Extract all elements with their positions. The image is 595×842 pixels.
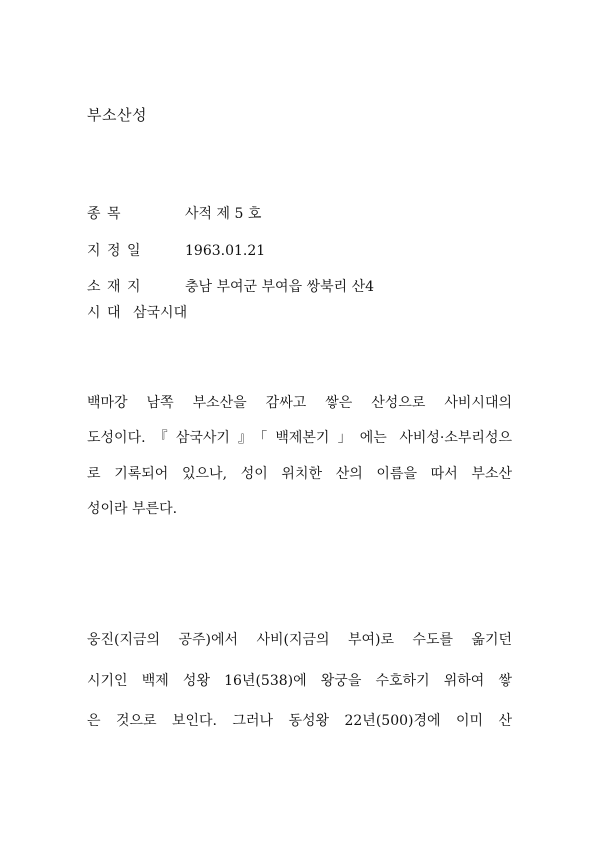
info-label: 지 정 일	[87, 243, 142, 259]
info-label: 소 재 지	[87, 279, 142, 295]
paragraph-line: 도성이다.『삼국사기』「백제본기」에는 사비성·소부리성으	[87, 430, 512, 446]
info-value: 충남 부여군 부여읍 쌍북리 산4	[185, 279, 374, 295]
info-row-designated-date	[87, 240, 265, 260]
paragraph-line: 로 기록되어 있으나, 성이 위치한 산의 이름을 따서 부소산	[87, 466, 512, 482]
paragraph-line: 웅진(지금의 공주)에서 사비(지금의 부여)로 수도를 옮기던	[87, 632, 512, 648]
info-value: 사적 제 5 호	[185, 206, 262, 222]
paragraph-line: 시기인 백제 성왕 16년(538)에 왕궁을 수호하기 위하여 쌓	[87, 673, 512, 689]
info-value: 1963.01.21	[185, 243, 266, 259]
document-title: 부소산성	[87, 106, 147, 124]
paragraph-line: 성이라 부른다.	[87, 501, 178, 517]
paragraph-line: 은 것으로 보인다. 그러나 동성왕 22년(500)경에 이미 산	[87, 713, 512, 729]
paragraph-line: 백마강 남쪽 부소산을 감싸고 쌓은 산성으로 사비시대의	[87, 395, 512, 411]
info-row-location	[87, 276, 374, 296]
info-row-era	[87, 302, 187, 322]
info-row-designation	[87, 203, 261, 223]
info-value: 삼국시대	[133, 305, 188, 321]
info-label: 종 목	[87, 206, 122, 222]
info-label: 시 대	[87, 305, 122, 321]
